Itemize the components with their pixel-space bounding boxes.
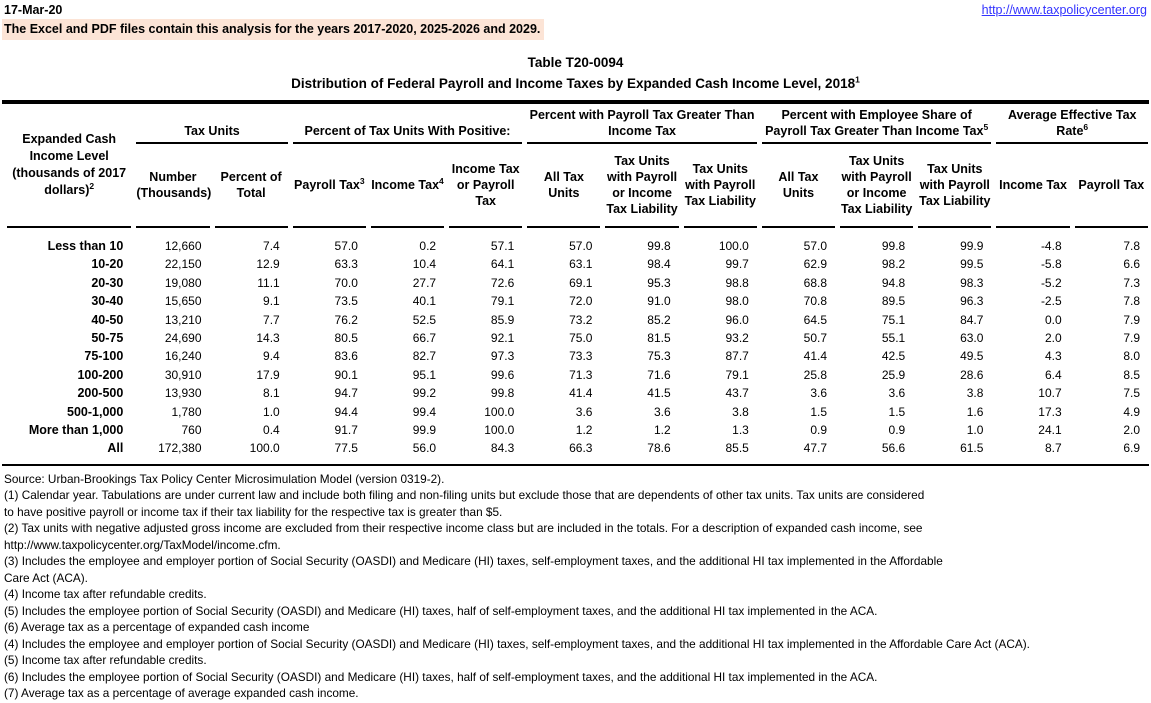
col-units-payroll-or-income-liability-1: Tax Units with Payroll or Income Tax Liability [605,144,678,228]
cell-value: 90.1 [334,367,358,382]
col-units-payroll-or-income-liability-2: Tax Units with Payroll or Income Tax Liability [840,144,913,228]
footnote-line: (7) Average tax as a percentage of average expanded cash income. [4,686,359,701]
cell-value: 73.3 [569,349,593,364]
table-number-title: Table T20-0094 [527,55,624,70]
cell-value: 96.3 [960,294,984,309]
cell-value: 1.5 [810,404,828,419]
row-label: 100-200 [77,367,124,382]
cell-value: 4.9 [1123,404,1140,419]
cell-value: 7.9 [1123,312,1140,327]
footnote-line: to have positive payroll or income tax if their tax liability for the respective tax is greater than $5. [4,504,503,519]
cell-value: 49.5 [960,349,984,364]
group-employee-share-greater: Percent with Employee Share of Payroll Tax Greater Than Income Tax$^5$ [762,104,992,144]
cell-value: 2.0 [1123,423,1140,438]
cell-value: 98.4 [647,257,671,272]
table-body [7,228,1148,458]
report-date: 17-Mar-20 [4,3,63,17]
row-header-superscript: 2 [89,180,95,191]
cell-value: 1,780 [171,404,202,419]
cell-value: 1.2 [575,423,593,438]
cell-value: -5.8 [1040,257,1062,272]
cell-value: 52.5 [412,312,437,327]
cell-value: 84.7 [960,312,984,327]
col-all-tax-units-1: All Tax Units [527,144,600,228]
cell-value: -5.2 [1040,275,1062,290]
cell-value: 63.0 [960,331,984,346]
cell-value: 99.6 [490,367,515,382]
cell-value: 0.9 [888,423,906,438]
cell-value: 57.1 [490,239,515,253]
cell-value: 9.4 [263,349,280,364]
cell-value: 57.0 [803,239,828,253]
col-units-payroll-liability-2: Tax Units with Payroll Tax Liability [918,144,991,228]
cell-value: 71.3 [569,367,593,382]
cell-value: -2.5 [1040,294,1062,309]
cell-value: 94.8 [881,275,906,290]
row-header-income-level: Expanded Cash Income Level (thousands of 2017 dollars)$^2$ [7,104,131,228]
cell-value: 3.6 [653,404,671,419]
footnote-line: (3) Includes the employee and employer portion of Social Security (OASDI) and Medicare (HI) taxes, self-employment taxes, and the additional HI tax implemented in the Affordable [4,554,943,569]
cell-value: 66.7 [412,331,437,346]
row-label: 50-75 [91,331,124,346]
footnote-line: (4) Income tax after refundable credits. [4,587,207,602]
cell-value: 80.5 [334,331,358,346]
cell-value: 24,690 [164,331,202,346]
cell-value: 0.9 [810,423,828,438]
cell-value: 41.4 [803,349,828,364]
row-label: 20-30 [91,275,124,290]
row-label: 40-50 [91,312,124,327]
cell-value: -4.8 [1040,239,1062,253]
cell-value: 3.8 [966,386,984,401]
top-bar [2,2,1149,18]
cell-value: 4.3 [1044,349,1062,364]
cell-value: 13,930 [164,386,202,401]
cell-value: 98.8 [725,275,749,290]
cell-value: 1.5 [888,404,906,419]
cell-value: 78.6 [647,441,671,456]
group-percent-positive: Percent of Tax Units With Positive: [293,104,523,144]
cell-value: 15,650 [164,294,202,309]
cell-value: 85.2 [647,312,671,327]
group-tax-units: Tax Units [136,104,287,144]
cell-value: 95.3 [647,275,671,290]
cell-value: 25.9 [881,367,906,382]
footnote-line: http://www.taxpolicycenter.org/TaxModel/income.cfm. [4,537,281,552]
cell-value: 0.2 [419,239,437,253]
cell-value: 22,150 [164,257,202,272]
footnote-line: (5) Includes the employee portion of Social Security (OASDI) and Medicare (HI) taxes, half of self-employment taxes, and the additional HI tax implemented in the ACA. [4,603,878,618]
cell-value: 27.7 [412,275,437,290]
cell-value: 43.7 [725,386,749,401]
analysis-notice: The Excel and PDF files contain this analysis for the years 2017-2020, 2025-2026 and 2029. [2,19,544,40]
table-row [7,292,1148,310]
title-superscript: 1 [855,74,860,85]
cell-value: 97.3 [490,349,515,364]
group-avg-effective-rate: Average Effective Tax Rate$^6$ [996,104,1148,144]
cell-value: 41.4 [569,386,593,401]
cell-value: 10.4 [412,257,437,272]
cell-value: 25.8 [803,367,828,382]
cell-value: 99.5 [960,257,984,272]
row-label: 75-100 [84,349,124,364]
cell-value: 69.1 [569,275,593,290]
cell-value: 50.7 [803,331,828,346]
cell-value: 83.6 [334,349,358,364]
row-label: Less than 10 [47,239,124,253]
cell-value: 1.0 [263,404,280,419]
cell-value: 55.1 [881,331,906,346]
row-label: All [107,441,124,456]
cell-value: 84.3 [490,441,515,456]
cell-value: 87.7 [725,349,749,364]
cell-value: 13,210 [164,312,202,327]
cell-value: 100.0 [484,404,515,419]
cell-value: 7.9 [1123,331,1140,346]
cell-value: 16,240 [164,349,202,364]
cell-value: 3.6 [575,404,593,419]
table-row [7,228,1148,255]
row-label: 30-40 [91,294,124,309]
cell-value: 99.2 [412,386,437,401]
cell-value: 8.7 [1044,441,1062,456]
cell-value: 2.0 [1044,331,1062,346]
cell-value: 99.9 [960,239,984,253]
cell-value: 1.3 [732,423,749,438]
group-header-row [7,104,1148,144]
cell-value: 75.3 [647,349,671,364]
cell-value: 9.1 [263,294,280,309]
notice-row [2,18,1149,40]
footnote-line: (6) Average tax as a percentage of expanded cash income [4,620,310,635]
footnote-line: (5) Income tax after refundable credits. [4,653,207,668]
cell-value: 68.8 [803,275,828,290]
row-label: 200-500 [77,386,124,401]
cell-value: 71.6 [647,367,671,382]
cell-value: 3.8 [732,404,749,419]
col-all-tax-units-2: All Tax Units [762,144,835,228]
cell-value: 99.8 [647,239,671,253]
cell-value: 8.0 [1123,349,1140,364]
cell-value: 95.1 [412,367,437,382]
table-row [7,403,1148,421]
cell-value: 56.0 [412,441,437,456]
cell-value: 92.1 [490,331,515,346]
cell-value: 3.6 [810,386,828,401]
cell-value: 81.5 [647,331,671,346]
title-block [2,53,1149,95]
cell-value: 93.2 [725,331,749,346]
cell-value: 47.7 [803,441,828,456]
table-bottom-rule [2,464,1149,466]
table-row [7,311,1148,329]
cell-value: 100.0 [484,423,515,438]
cell-value: 57.0 [569,239,593,253]
cell-value: 96.0 [725,312,749,327]
cell-value: 61.5 [960,441,984,456]
cell-value: 99.8 [490,386,515,401]
cell-value: 91.0 [647,294,671,309]
cell-value: 72.6 [490,275,515,290]
cell-value: 56.6 [881,441,906,456]
cell-value: 94.7 [334,386,358,401]
cell-value: 6.4 [1044,367,1062,382]
cell-value: 7.8 [1123,294,1140,309]
cell-value: 17.3 [1038,404,1062,419]
cell-value: 76.2 [334,312,358,327]
cell-value: 99.9 [412,423,437,438]
cell-value: 7.5 [1123,386,1140,401]
cell-value: 64.5 [803,312,828,327]
table-row [7,384,1148,402]
col-number-thousands: Number (Thousands) [136,144,209,228]
group-payroll-greater: Percent with Payroll Tax Greater Than Income Tax [527,104,757,144]
cell-value: 62.9 [803,257,828,272]
cell-value: 57.0 [334,239,358,253]
cell-value: 8.1 [263,386,280,401]
cell-value: 7.3 [1123,275,1140,290]
table-row [7,421,1148,439]
cell-value: 77.5 [334,441,358,456]
cell-value: 98.3 [960,275,984,290]
distribution-table [2,104,1151,458]
row-label: 10-20 [91,257,124,272]
cell-value: 73.2 [569,312,593,327]
cell-value: 10.7 [1038,386,1062,401]
cell-value: 99.7 [725,257,749,272]
row-label: More than 1,000 [28,423,124,438]
col-aetr-income-tax: Income Tax [996,144,1069,228]
cell-value: 0.4 [263,423,280,438]
footnote-line: (4) Includes the employee and employer portion of Social Security (OASDI) and Medicare (HI) taxes, self-employment taxes, and the additional HI tax implemented in the Affordable Care Act (ACA). [4,636,1030,651]
cell-value: 6.6 [1123,257,1140,272]
footnote-line: (6) Includes the employee portion of Social Security (OASDI) and Medicare (HI) taxes, half of self-employment taxes, and the additional HI tax implemented in the ACA. [4,669,878,684]
cell-value: 41.5 [647,386,671,401]
cell-value: 30,910 [164,367,202,382]
cell-value: 75.1 [881,312,906,327]
cell-value: 7.8 [1123,239,1140,253]
cell-value: 14.3 [256,331,280,346]
cell-value: 0.0 [1044,312,1062,327]
cell-value: 7.4 [263,239,280,253]
cell-value: 1.2 [653,423,671,438]
cell-value: 3.6 [888,386,906,401]
table-main-title: Distribution of Federal Payroll and Income Taxes by Expanded Cash Income Level, 2018$^1$ [291,74,860,91]
cell-value: 172,380 [158,441,202,456]
col-income-tax: Income Tax$^4$ [371,144,444,228]
col-units-payroll-liability-1: Tax Units with Payroll Tax Liability [684,144,757,228]
cell-value: 11.1 [257,275,280,290]
column-header-row [7,144,1148,228]
cell-value: 760 [181,423,202,438]
cell-value: 79.1 [725,367,749,382]
col-percent-of-total: Percent of Total [215,144,288,228]
cell-value: 8.5 [1123,367,1140,382]
taxpolicycenter-link[interactable]: http://www.taxpolicycenter.org [981,3,1147,17]
cell-value: 99.8 [881,239,906,253]
cell-value: 94.4 [334,404,358,419]
cell-value: 89.5 [881,294,906,309]
cell-value: 1.0 [966,423,984,438]
cell-value: 17.9 [256,367,280,382]
cell-value: 85.5 [725,441,749,456]
cell-value: 66.3 [569,441,593,456]
cell-value: 19,080 [164,275,202,290]
cell-value: 7.7 [263,312,280,327]
cell-value: 28.6 [960,367,984,382]
cell-value: 75.0 [569,331,593,346]
col-aetr-payroll-tax: Payroll Tax [1075,144,1148,228]
row-label: 500-1,000 [67,404,124,419]
table-row [7,329,1148,347]
table-row [7,274,1148,292]
cell-value: 64.1 [490,257,515,272]
table-row [7,366,1148,384]
cell-value: 73.5 [334,294,358,309]
cell-value: 72.0 [569,294,593,309]
col-income-or-payroll-tax: Income Tax or Payroll Tax [449,144,522,228]
cell-value: 12,660 [164,239,202,253]
cell-value: 100.0 [718,239,749,253]
footnote-line: (1) Calendar year. Tabulations are under current law and include both filing and non-filing units but exclude those that are dependents of other tax units. Tax units are considered [4,488,925,503]
cell-value: 82.7 [412,349,437,364]
cell-value: 63.3 [334,257,358,272]
cell-value: 70.8 [803,294,828,309]
table-row [7,439,1148,457]
cell-value: 98.2 [881,257,906,272]
cell-value: 63.1 [569,257,593,272]
cell-value: 91.7 [334,423,358,438]
table-row [7,347,1148,365]
cell-value: 99.4 [412,404,437,419]
cell-value: 98.0 [725,294,749,309]
table-row [7,255,1148,273]
cell-value: 79.1 [490,294,515,309]
footnote-line: Care Act (ACA). [4,570,88,585]
cell-value: 24.1 [1038,423,1062,438]
cell-value: 12.9 [256,257,280,272]
cell-value: 42.5 [881,349,906,364]
footnote-line: (2) Tax units with negative adjusted gross income are excluded from their respective income class but are included in the totals. For a description of expanded cash income, see [4,521,923,536]
cell-value: 1.6 [966,404,984,419]
cell-value: 85.9 [490,312,515,327]
col-payroll-tax: Payroll Tax$^3$ [293,144,366,228]
cell-value: 40.1 [412,294,437,309]
cell-value: 70.0 [334,275,358,290]
footnote-line: Source: Urban-Brookings Tax Policy Center Microsimulation Model (version 0319-2). [4,471,445,486]
cell-value: 100.0 [249,441,280,456]
cell-value: 6.9 [1123,441,1140,456]
footnotes [2,471,1149,702]
